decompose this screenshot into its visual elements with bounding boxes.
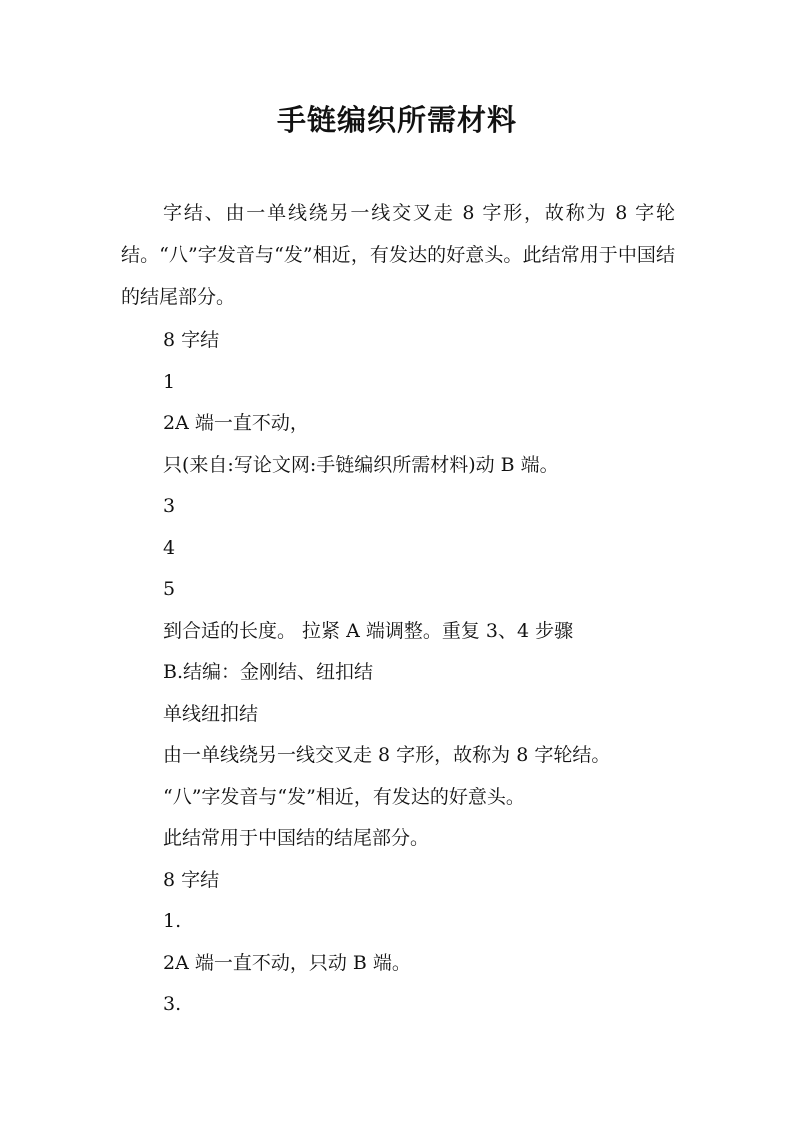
body-line: 8 字结 (163, 329, 220, 351)
document-title: 手链编织所需材料 (276, 103, 517, 137)
body-line: 1 (163, 371, 176, 393)
body-line: 2A 端一直不动，只动 B 端。 (163, 952, 411, 974)
body-line: 3. (163, 993, 182, 1015)
body-line: 5 (163, 578, 176, 600)
body-line: 4 (163, 537, 176, 559)
body-line: 单线纽扣结 (163, 703, 259, 725)
body-line: 只(来自:写论文网:手链编织所需材料)动 B 端。 (163, 454, 559, 476)
body-line: 1. (163, 910, 182, 932)
body-line: 由一单线绕另一线交叉走 8 字形，故称为 8 字轮结。 (163, 744, 611, 766)
body-line: 到合适的长度。 拉紧 A 端调整。重复 3、4 步骤 (163, 620, 574, 642)
body-line: 2A 端一直不动， (163, 412, 309, 434)
body-line: 8 字结 (163, 869, 220, 891)
body-line: 此结常用于中国结的结尾部分。 (163, 827, 430, 849)
body-line: B.结编：金刚结、纽扣结 (163, 661, 374, 683)
body-line: “八”字发音与“发”相近，有发达的好意头。 (163, 786, 525, 808)
body-line: 3 (163, 495, 176, 517)
intro-paragraph: 字结、由一单线绕另一线交叉走 8 字形，故称为 8 字轮结。“八”字发音与“发”相近，有发达的好意头。此结常用于中国结的结尾部分。 (121, 202, 675, 308)
